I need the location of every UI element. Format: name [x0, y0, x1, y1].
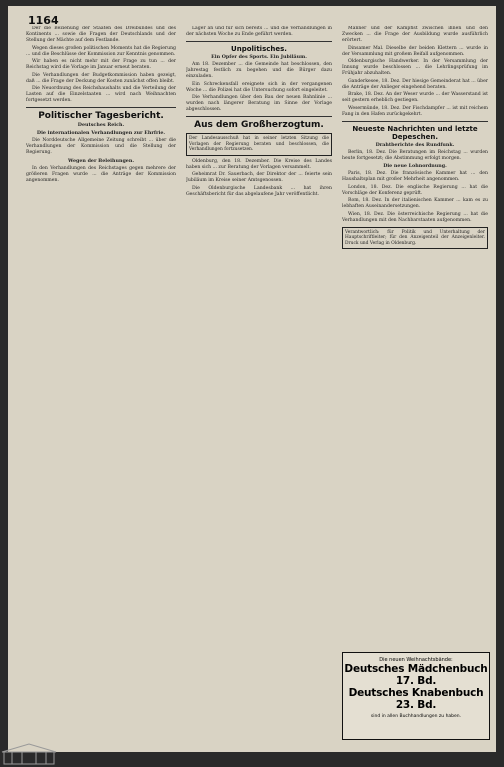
section-title-grand-duchy: Aus dem Großherzogtum.	[194, 120, 324, 130]
subheading: Die neue Lohnordnung.	[383, 163, 447, 169]
imprint-box: Verantwortlich: für Politik und Unterhaltung der Hauptschriftleiter; für den Anzeigenteil der Anzeigenleiter. Druck und Verlag in Oldenburg.	[342, 227, 488, 250]
column-1	[26, 26, 176, 736]
ad-footer: sind in allen Buchhandlungen zu haben.	[370, 714, 462, 719]
divider	[186, 116, 332, 117]
page-number: 1164	[28, 14, 59, 27]
paragraph: Lager an und für sich bereits ... und die Verhandlungen in der nächsten Woche zu Ende geführt werden.	[186, 26, 332, 37]
paragraph: Die Norddeutsche Allgemeine Zeitung schreibt ... über die Verhandlungen der Kommission und die Stellung der Regierung.	[26, 138, 176, 155]
paragraph: Wegen dieses großen politischen Moments hat die Regierung ... und die Beschlüsse der Kommission zur Kenntnis genommen.	[26, 45, 176, 57]
section-title-latest-news: Neueste Nachrichten und letzte Depeschen.	[352, 124, 478, 141]
subheading: Wegen der Beleihungen.	[67, 157, 135, 164]
paragraph: Die Neuordnung des Reichshaushalts und die Verteilung der Lasten auf die Einzelstaaten ... wird nach Weihnachten fortgesetzt werden.	[26, 86, 176, 103]
section-intro: Die internationalen Verhandlungen zur Ehrfrie.	[36, 130, 166, 136]
paragraph: Wien, 18. Dez. Die österreichische Regierung ... hat die Verhandlungen mit den Nachbarstaaten aufgenommen.	[342, 211, 488, 223]
section-subtitle: Ein Opfer des Sports. Ein Jubiläum.	[211, 54, 307, 60]
paragraph: Oldenburg, den 18. Dezember. Die Kreise des Landes haben sich ... zur Beratung der Vorlagen versammelt.	[186, 158, 332, 170]
notice-box: Der Landesausschuß hat in seiner letzten Sitzung die Vorlagen der Regierung beraten und beschlossen, die Verhandlungen fortzusetzen.	[186, 133, 332, 156]
paragraph: Brake, 18. Dez. An der Weser wurde ... der Wasserstand ist seit gestern erheblich gestiegen.	[342, 92, 488, 103]
paragraph: Der die Beziehung der Staaten des Dreibundes und des Kontinents ... sowie die Fragen der Deutschlands und der Stellung der Mächte auf dem Festlande.	[26, 26, 176, 43]
paragraph: Ein Schreckensfall ereignete sich in der vergangenen Woche ... die Polizei hat die Untersuchung sofort eingeleitet.	[186, 81, 332, 93]
paragraph: Wesermünde, 18. Dez. Der Fischdampfer ... ist mit reichem Fang in den Hafen zurückgekehrt.	[342, 105, 488, 117]
newspaper-page	[8, 6, 496, 752]
paragraph: Wir haben es nicht mehr mit der Frage zu tun ... der Reichstag wird die Vorlage im Januar erneut beraten.	[26, 59, 176, 70]
paragraph: In den Verhandlungen des Reichstages gegen mehrere der größeren Fragen wurde ... die Anträge der Kommission angenommen.	[26, 165, 176, 183]
section-title-unpolitical: Unpolitisches.	[231, 45, 287, 53]
paragraph: Männer und der Kampfist zwischen ihnen und den Zwecken ... die Frage der Ausbildung wurde ausführlich erörtert.	[342, 26, 488, 43]
paragraph: Die Verhandlungen der Budgetkommission haben gezeigt, daß ... die Frage der Deckung der Kosten zunächst offen bleibt.	[26, 72, 176, 84]
ad-title-girls-book: Deutsches Mädchenbuch 17. Bd.	[344, 663, 488, 687]
paragraph: Berlin, 18. Dez. Die Beratungen im Reichstag ... wurden heute fortgesetzt; die Abstimmung erfolgt morgen.	[342, 149, 488, 161]
paragraph: Rom, 18. Dez. In der italienischen Kammer ... kam es zu lebhaften Auseinandersetzungen.	[342, 198, 488, 209]
library-building-icon	[0, 742, 60, 767]
section-title-political: Politischer Tagesbericht.	[38, 111, 164, 121]
divider	[26, 107, 176, 108]
column-2	[186, 26, 332, 736]
section-subtitle: Deutsches Reich.	[77, 122, 125, 128]
paragraph: Ganderkesee, 18. Dez. Der hiesige Gemeinderat hat ... über die Anträge der Anlieger eingehend beraten.	[342, 78, 488, 90]
paragraph: Oldenburgische Handwerker. In der Versammlung der Innung wurde beschlossen ... die Lehrlingsprüfung im Frühjahr abzuhalten.	[342, 59, 488, 76]
paragraph: London, 18. Dez. Die englische Regierung ... hat die Vorschläge der Konferenz geprüft.	[342, 184, 488, 196]
section-subtitle: Drahtberichte des Rundfunk.	[375, 141, 455, 148]
paragraph: Die Oldenburgische Landesbank ... hat ihren Geschäftsbericht für das abgelaufene Jahr veröffentlicht.	[186, 185, 332, 197]
divider	[186, 41, 332, 42]
paragraph: Die Verhandlungen über den Bau der neuen Bahnlinie ... wurden nach längerer Beratung im Sinne der Vorlage abgeschlossen.	[186, 95, 332, 112]
ad-intro: Die neuen Weihnachtsbände:	[379, 657, 453, 663]
paragraph: Am 18. Dezember ... die Gemeinde hat beschlossen, den Jahrestag festlich zu begehen und die Bürger dazu einzuladen.	[186, 62, 332, 79]
divider	[342, 121, 488, 122]
paragraph: Geheimrat Dr. Sauerbach, der Direktor der ... feierte sein Jubiläum im Kreise seiner Amtsgenossen.	[186, 172, 332, 184]
paragraph: Paris, 18. Dez. Die französische Kammer hat ... den Haushaltsplan mit großer Mehrheit angenommen.	[342, 171, 488, 182]
ad-title-boys-book: Deutsches Knabenbuch 23. Bd.	[348, 687, 484, 711]
book-advertisement	[342, 652, 490, 740]
paragraph: Dinsamer Mal. Dieselbe der beiden Klettern ... wurde in der Versammlung mit großem Beifall aufgenommen.	[342, 45, 488, 57]
column-3	[342, 26, 488, 646]
